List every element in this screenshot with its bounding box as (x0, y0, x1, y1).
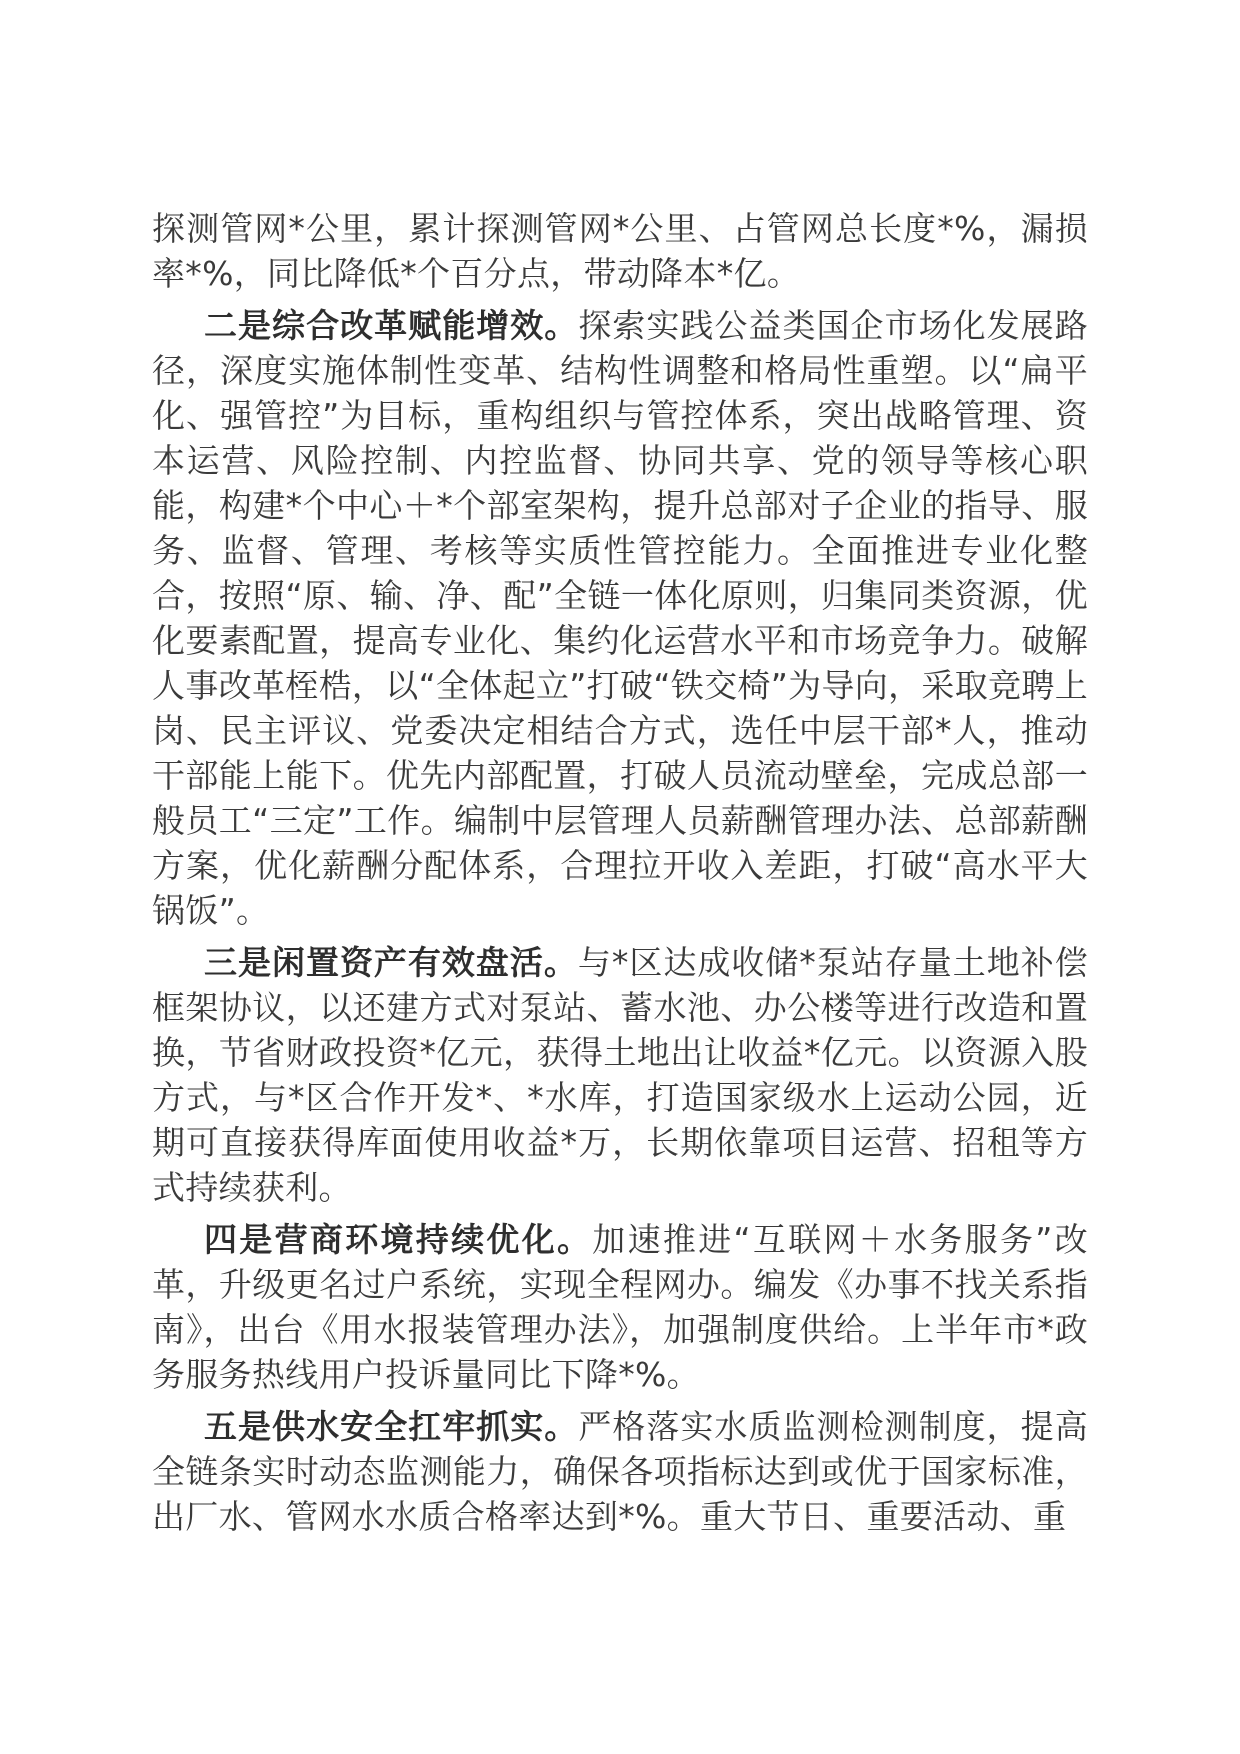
paragraph-continuation (152, 206, 1088, 296)
paragraph-heading: 四是营商环境持续优化。 (204, 1220, 593, 1259)
paragraph-heading: 二是综合改革赋能增效。 (204, 306, 579, 345)
paragraph-business-environment (152, 1217, 1088, 1397)
paragraph-water-safety (152, 1404, 1088, 1539)
paragraph-body: 加速推进“互联网＋水务服务”改革，升级更名过户系统，实现全程网办。编发《办事不找关系指南》，出台《用水报装管理办法》，加强制度供给。上半年市*政务服务热线用户投诉量同比下降*%。 (152, 1220, 1088, 1394)
paragraph-assets (152, 940, 1088, 1210)
paragraph-body: 严格落实水质监测检测制度，提高全链条实时动态监测能力，确保各项指标达到或优于国家标准，出厂水、管网水水质合格率达到*%。重大节日、重要活动、重 (152, 1407, 1088, 1536)
document-page (152, 206, 1088, 1546)
paragraph-heading: 三是闲置资产有效盘活。 (204, 943, 578, 982)
paragraph-body: 与*区达成收储*泵站存量土地补偿框架协议，以还建方式对泵站、蓄水池、办公楼等进行改造和置换，节省财政投资*亿元，获得土地出让收益*亿元。以资源入股方式，与*区合作开发*、*水库，打造国家级水上运动公园，近期可直接获得库面使用收益*万，长期依靠项目运营、招租等方式持续获利。 (152, 943, 1088, 1207)
paragraph-reform (152, 303, 1088, 933)
paragraph-heading: 五是供水安全扛牢抓实。 (204, 1407, 579, 1446)
paragraph-body: 探测管网*公里，累计探测管网*公里、占管网总长度*%，漏损率*%，同比降低*个百分点，带动降本*亿。 (152, 209, 1088, 293)
paragraph-body: 探索实践公益类国企市场化发展路径，深度实施体制性变革、结构性调整和格局性重塑。以“扁平化、强管控”为目标，重构组织与管控体系，突出战略管理、资本运营、风险控制、内控监督、协同共享、党的领导等核心职能，构建*个中心＋*个部室架构，提升总部对子企业的指导、服务、监督、管理、考核等实质性管控能力。全面推进专业化整合，按照“原、输、净、配”全链一体化原则，归集同类资源，优化要素配置，提高专业化、集约化运营水平和市场竞争力。破解人事改革桎梏，以“全体起立”打破“铁交椅”为导向，采取竞聘上岗、民主评议、党委决定相结合方式，选任中层干部*人，推动干部能上能下。优先内部配置，打破人员流动壁垒，完成总部一般员工“三定”工作。编制中层管理人员薪酬管理办法、总部薪酬方案，优化薪酬分配体系，合理拉开收入差距，打破“高水平大锅饭”。 (152, 306, 1088, 930)
